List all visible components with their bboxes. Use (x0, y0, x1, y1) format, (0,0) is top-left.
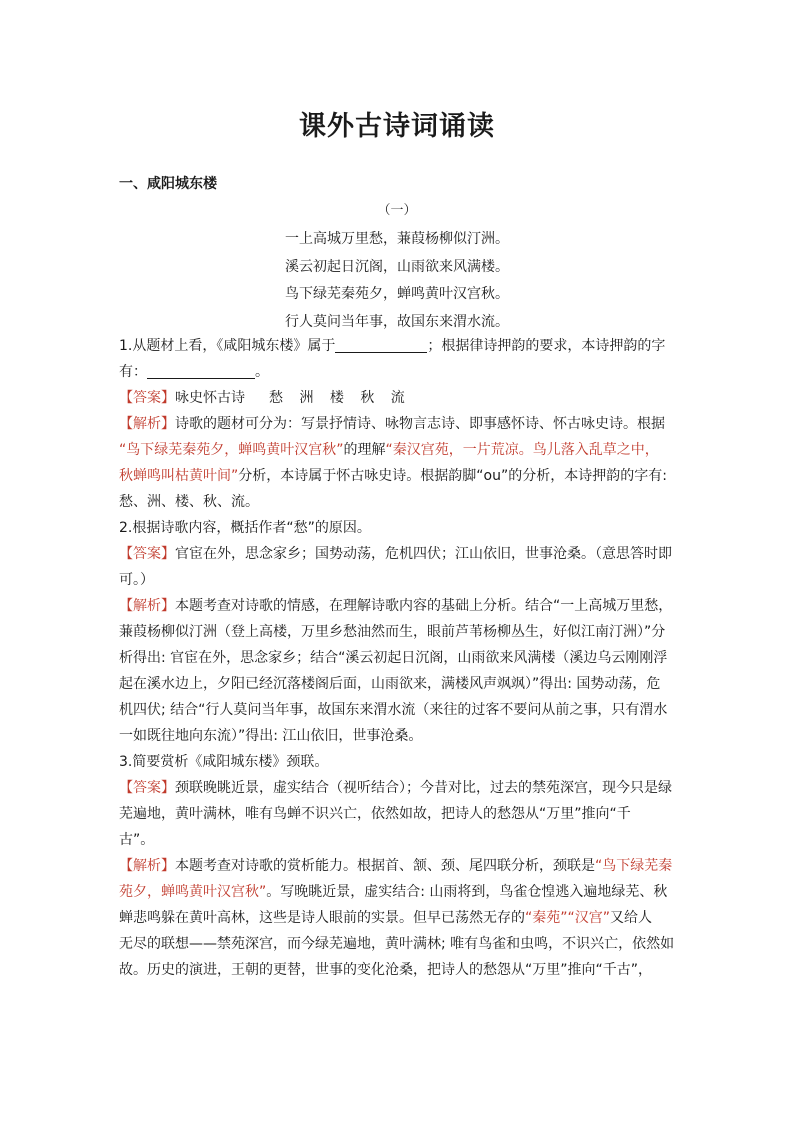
poem-line: 溪云初起日沉阁，山雨欲来风满楼。 (285, 258, 509, 275)
analysis-quote: “鸟下绿芜秦 (595, 858, 673, 874)
answer-tag: 【答案】 (119, 546, 175, 562)
analysis-text: 分析，本诗属于怀古咏史诗。根据韵脚“ou”的分析，本诗押韵的字有: (238, 468, 667, 484)
analysis-quote: “秦苑”“汉宫” (525, 910, 611, 926)
analysis-tag: 【解析】 (119, 416, 175, 432)
analysis-1-line (119, 437, 679, 463)
answer-3 (119, 775, 679, 801)
poem-line: 一上高城万里愁，蒹葭杨柳似汀洲。 (285, 231, 509, 247)
analysis-text: 本题考查对诗歌的情感，在理解诗歌内容的基础上分析。结合“一上高城万里愁， (175, 598, 673, 614)
poem-body (285, 226, 509, 336)
questions-body (119, 333, 679, 983)
analysis-quote: “鸟下绿芜秦苑夕，蝉鸣黄叶汉宫秋” (119, 442, 344, 458)
analysis-1-line (119, 463, 679, 489)
analysis-2-line: 析得出: 官宦在外，思念家乡；结合“溪云初起日沉阁，山雨欲来风满楼（溪边乌云刚刚浮 (119, 650, 668, 666)
analysis-1 (119, 411, 679, 437)
answer-tag: 【答案】 (119, 780, 175, 796)
analysis-quote: 苑夕，蝉鸣黄叶汉宫秋” (119, 884, 267, 900)
analysis-text: 蝉悲鸣躲在黄叶高林，这些是诗人眼前的实景。但早已荡然无存的 (119, 910, 525, 926)
section-heading: 一、咸阳城东楼 (119, 176, 217, 192)
answer-2-line: 可。） (119, 572, 154, 588)
analysis-quote: “秦汉宫苑，一片荒凉。鸟儿落入乱草之中， (385, 442, 659, 458)
analysis-tag: 【解析】 (119, 858, 175, 874)
analysis-2-line: 蒹葭杨柳似汀洲（登上高楼，万里乡愁油然而生，眼前芦苇杨柳丛生，好似江南汀洲）”分 (119, 624, 666, 640)
question-text: ；根据律诗押韵的要求，本诗押韵的字 (427, 338, 666, 354)
analysis-text: 的理解 (343, 442, 386, 458)
answer-text: 官宦在外，思念家乡；国势动荡，危机四伏；江山依旧，世事沧桑。（意思答时即 (175, 546, 672, 562)
answer-text: 颈联晚眺近景，虚实结合（视听结合）；今昔对比，过去的禁苑深宫，现今只是绿 (175, 780, 672, 796)
analysis-3-line: 无尽的联想——禁苑深宫，而今绿芜遍地，黄叶满林; 唯有鸟雀和虫鸣，不识兴亡，依然如 (119, 936, 675, 952)
poem-number: （一） (377, 203, 417, 218)
answer-3-line: 芜遍地，黄叶满林，唯有鸟蝉不识兴亡，依然如故，把诗人的愁怨从“万里”推向“千 (119, 806, 631, 822)
answer-blank[interactable] (335, 338, 427, 353)
analysis-1-line: 愁、洲、楼、秋、流。 (119, 494, 259, 510)
analysis-3 (119, 853, 679, 879)
analysis-3-line: 故。历史的演进，王朝的更替，世事的变化沧桑，把诗人的愁怨从“万里”推向“千古”， (119, 962, 653, 978)
question-1 (119, 333, 679, 359)
analysis-text: 诗歌的题材可分为：写景抒情诗、咏物言志诗、即事感怀诗、怀古咏史诗。根据 (175, 416, 665, 432)
answer-3-line: 古”。 (119, 832, 155, 848)
question-3: 3.简要赏析《咸阳城东楼》颈联。 (119, 754, 329, 770)
question-1-cont (119, 359, 679, 385)
answer-2 (119, 541, 679, 567)
question-text: 有： (119, 364, 147, 380)
answer-blank[interactable] (147, 364, 255, 379)
page-title: 课外古诗词诵读 (299, 111, 495, 142)
analysis-2-line: 机四伏; 结合“行人莫问当年事，故国东来渭水流（来往的过客不要问从前之事，只有渭水 (119, 702, 668, 718)
analysis-tag: 【解析】 (119, 598, 175, 614)
analysis-2-line: 一如既往地向东流）”得出: 江山依旧，世事沧桑。 (119, 728, 423, 744)
answer-text: 咏史怀古诗 (175, 390, 245, 406)
question-text: 。 (255, 364, 269, 380)
answer-text: 愁 洲 楼 秋 流 (269, 390, 411, 406)
poem-line: 鸟下绿芜秦苑夕，蝉鸣黄叶汉宫秋。 (285, 286, 509, 302)
question-2: 2.根据诗歌内容，概括作者“愁”的原因。 (119, 520, 371, 536)
poem-line: 行人莫问当年事，故国东来渭水流。 (285, 313, 509, 330)
analysis-text: 又给人 (610, 910, 653, 926)
analysis-2-line: 起在溪水边上，夕阳已经沉落楼阁后面，山雨欲来，满楼风声飒飒）”得出: 国势动荡，危 (119, 676, 661, 692)
analysis-text: 本题考查对诗歌的赏析能力。根据首、颔、颈、尾四联分析，颈联是 (175, 858, 595, 874)
analysis-2 (119, 593, 679, 619)
answer-1 (119, 385, 679, 411)
analysis-text: 。写晚眺近景，虚实结合: 山雨将到，鸟雀仓惶逃入遍地绿芜、秋 (266, 884, 668, 900)
answer-tag: 【答案】 (119, 390, 175, 406)
analysis-3-line (119, 879, 679, 905)
question-text: 1.从题材上看，《咸阳城东楼》属于 (119, 338, 336, 354)
analysis-quote: 秋蝉鸣叫枯黄叶间” (119, 468, 239, 484)
analysis-3-line (119, 905, 679, 931)
